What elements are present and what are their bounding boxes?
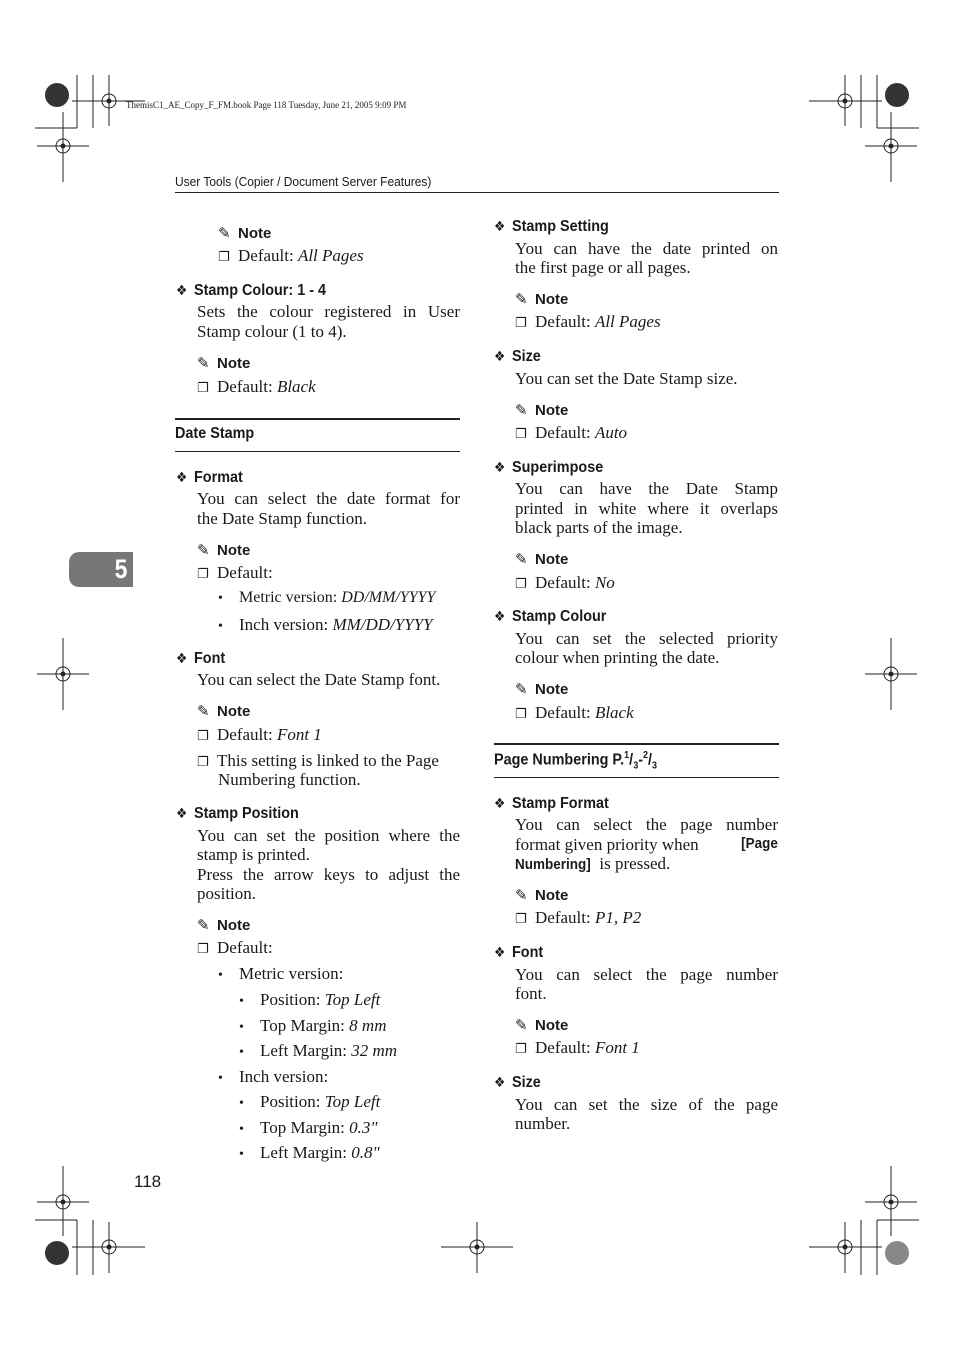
- note-item: ❐ Default: No: [515, 573, 615, 592]
- diamond-bullet-icon: ❖: [494, 945, 506, 961]
- pencil-icon: ✎: [197, 702, 210, 720]
- list-item: • Inch version:: [218, 1067, 329, 1086]
- body-text: printed in white where it overlaps: [515, 499, 778, 518]
- pencil-icon: ✎: [197, 354, 210, 372]
- note-item: ❐ Default:: [197, 563, 273, 582]
- body-text: You can set the selected priority: [515, 629, 778, 648]
- diamond-bullet-icon: ❖: [176, 283, 188, 299]
- note-heading: ✎ Note: [515, 886, 569, 904]
- note-item: ❐ Default:: [197, 938, 273, 957]
- book-info: ThemisC1_AE_Copy_F_FM.book Page 118 Tuesday, June 21, 2005 9:09 PM: [126, 100, 407, 110]
- body-text: You can select the page number: [515, 815, 778, 834]
- note-heading: ✎ Note: [197, 702, 251, 720]
- note-heading: ✎ Note: [515, 680, 569, 698]
- note-item: ❐ Default: Font 1: [197, 725, 322, 744]
- note-heading: ✎ Note: [197, 354, 251, 372]
- note-heading: ✎ Note: [515, 550, 569, 568]
- stamp-format-heading: ❖ Stamp Format: [494, 795, 609, 812]
- checkbox-square-icon: ❐: [515, 316, 527, 331]
- pencil-icon: ✎: [515, 290, 528, 308]
- note-item: ❐ Default: All Pages: [515, 312, 661, 331]
- diamond-bullet-icon: ❖: [494, 796, 506, 812]
- section-title-date-stamp: Date Stamp: [175, 425, 255, 442]
- checkbox-square-icon: ❐: [197, 381, 209, 396]
- note-heading: ✎ Note: [515, 401, 569, 419]
- checkbox-square-icon: ❐: [197, 729, 209, 744]
- pencil-icon: ✎: [515, 886, 528, 904]
- body-text: You can select the date format for: [197, 489, 460, 508]
- body-text: stamp is printed.: [197, 845, 310, 864]
- pencil-icon: ✎: [515, 1016, 528, 1034]
- running-head: User Tools (Copier / Document Server Features): [175, 174, 432, 189]
- diamond-bullet-icon: ❖: [494, 349, 506, 365]
- note-item: ❐ Default: P1, P2: [515, 908, 642, 927]
- note-heading: ✎ Note: [218, 224, 272, 242]
- checkbox-square-icon: ❐: [515, 427, 527, 442]
- size-heading: ❖ Size: [494, 348, 541, 365]
- body-text: position.: [197, 884, 257, 903]
- body-text: font.: [515, 984, 547, 1003]
- pencil-icon: ✎: [197, 916, 210, 934]
- body-text: Numbering] is pressed.: [515, 854, 671, 873]
- list-item: • Top Margin: 8 mm: [239, 1016, 387, 1035]
- body-text: the first page or all pages.: [515, 258, 691, 277]
- diamond-bullet-icon: ❖: [176, 651, 188, 667]
- page-number: 118: [134, 1172, 162, 1191]
- size-heading-right: ❖ Size: [494, 1074, 541, 1091]
- body-text: black parts of the image.: [515, 518, 683, 537]
- stamp-colour-heading: ❖ Stamp Colour: 1 - 4: [176, 282, 327, 299]
- pencil-icon: ✎: [197, 541, 210, 559]
- checkbox-square-icon: ❐: [197, 567, 209, 582]
- header-rule: [175, 192, 779, 193]
- note-item: ❐ This setting is linked to the Page: [197, 751, 439, 770]
- checkbox-square-icon: ❐: [515, 707, 527, 722]
- note-item: ❐ Default: All Pages: [218, 246, 364, 265]
- list-item: • Metric version: DD/MM/YYYY: [218, 589, 436, 606]
- section-rule: [494, 743, 779, 745]
- checkbox-square-icon: ❐: [197, 755, 209, 770]
- note-item: ❐ Default: Font 1: [515, 1038, 640, 1057]
- key-label: [Page: [741, 835, 778, 852]
- note-item: ❐ Default: Black: [515, 703, 634, 722]
- body-text: You can have the Date Stamp: [515, 479, 778, 498]
- diamond-bullet-icon: ❖: [176, 470, 188, 486]
- diamond-bullet-icon: ❖: [176, 806, 188, 822]
- diamond-bullet-icon: ❖: [494, 460, 506, 476]
- pencil-icon: ✎: [515, 401, 528, 419]
- body-text: You can select the Date Stamp font.: [197, 670, 441, 689]
- note-heading: ✎ Note: [197, 916, 251, 934]
- body-text: You can set the position where the: [197, 826, 460, 845]
- section-rule: [175, 451, 460, 452]
- checkbox-square-icon: ❐: [515, 577, 527, 592]
- body-text: number.: [515, 1114, 571, 1133]
- pencil-icon: ✎: [218, 224, 231, 242]
- list-item: • Position: Top Left: [239, 1092, 381, 1111]
- pencil-icon: ✎: [515, 680, 528, 698]
- body-text: You can set the size of the page: [515, 1095, 778, 1114]
- body-text: Press the arrow keys to adjust the: [197, 865, 460, 884]
- checkbox-square-icon: ❐: [515, 912, 527, 927]
- body-text: You can set the Date Stamp size.: [515, 369, 738, 388]
- section-title-page-numbering: Page Numbering $P.^1/_3-^2/_3$: [494, 750, 658, 772]
- note-heading: ✎ Note: [515, 290, 569, 308]
- note-item-continued: Numbering function.: [218, 770, 361, 789]
- list-item: • Inch version: MM/DD/YYYY: [218, 615, 433, 634]
- note-item: ❐ Default: Black: [197, 377, 316, 396]
- list-item: • Left Margin: 32 mm: [239, 1041, 398, 1060]
- stamp-position-heading: ❖ Stamp Position: [176, 805, 299, 822]
- list-item: • Top Margin: 0.3": [239, 1118, 378, 1137]
- list-item: • Metric version:: [218, 964, 344, 983]
- body-text: You can have the date printed on: [515, 239, 778, 258]
- stamp-colour-heading-right: ❖ Stamp Colour: [494, 608, 607, 625]
- note-heading: ✎ Note: [515, 1016, 569, 1034]
- body-text: colour when printing the date.: [515, 648, 720, 667]
- superimpose-heading: ❖ Superimpose: [494, 459, 604, 476]
- diamond-bullet-icon: ❖: [494, 219, 506, 235]
- body-text: Sets the colour registered in User: [197, 302, 460, 321]
- list-item: • Position: Top Left: [239, 990, 381, 1009]
- list-item: • Left Margin: 0.8": [239, 1143, 380, 1162]
- body-text: the Date Stamp function.: [197, 509, 367, 528]
- key-label: Numbering]: [515, 856, 591, 873]
- font-heading-right: ❖ Font: [494, 944, 544, 961]
- checkbox-square-icon: ❐: [218, 250, 230, 265]
- diamond-bullet-icon: ❖: [494, 609, 506, 625]
- checkbox-square-icon: ❐: [515, 1042, 527, 1057]
- checkbox-square-icon: ❐: [197, 942, 209, 957]
- body-text: Stamp colour (1 to 4).: [197, 322, 347, 341]
- body-text: format given priority when [Page: [515, 835, 778, 854]
- pencil-icon: ✎: [515, 550, 528, 568]
- section-rule: [175, 418, 460, 420]
- note-item: ❐ Default: Auto: [515, 423, 628, 442]
- font-heading: ❖ Font: [176, 650, 226, 667]
- section-rule: [494, 777, 779, 778]
- chapter-tab-number: 5: [114, 554, 128, 584]
- body-text: You can select the page number: [515, 965, 778, 984]
- diamond-bullet-icon: ❖: [494, 1075, 506, 1091]
- note-heading: ✎ Note: [197, 541, 251, 559]
- stamp-setting-heading: ❖ Stamp Setting: [494, 218, 609, 235]
- format-heading: ❖ Format: [176, 469, 243, 486]
